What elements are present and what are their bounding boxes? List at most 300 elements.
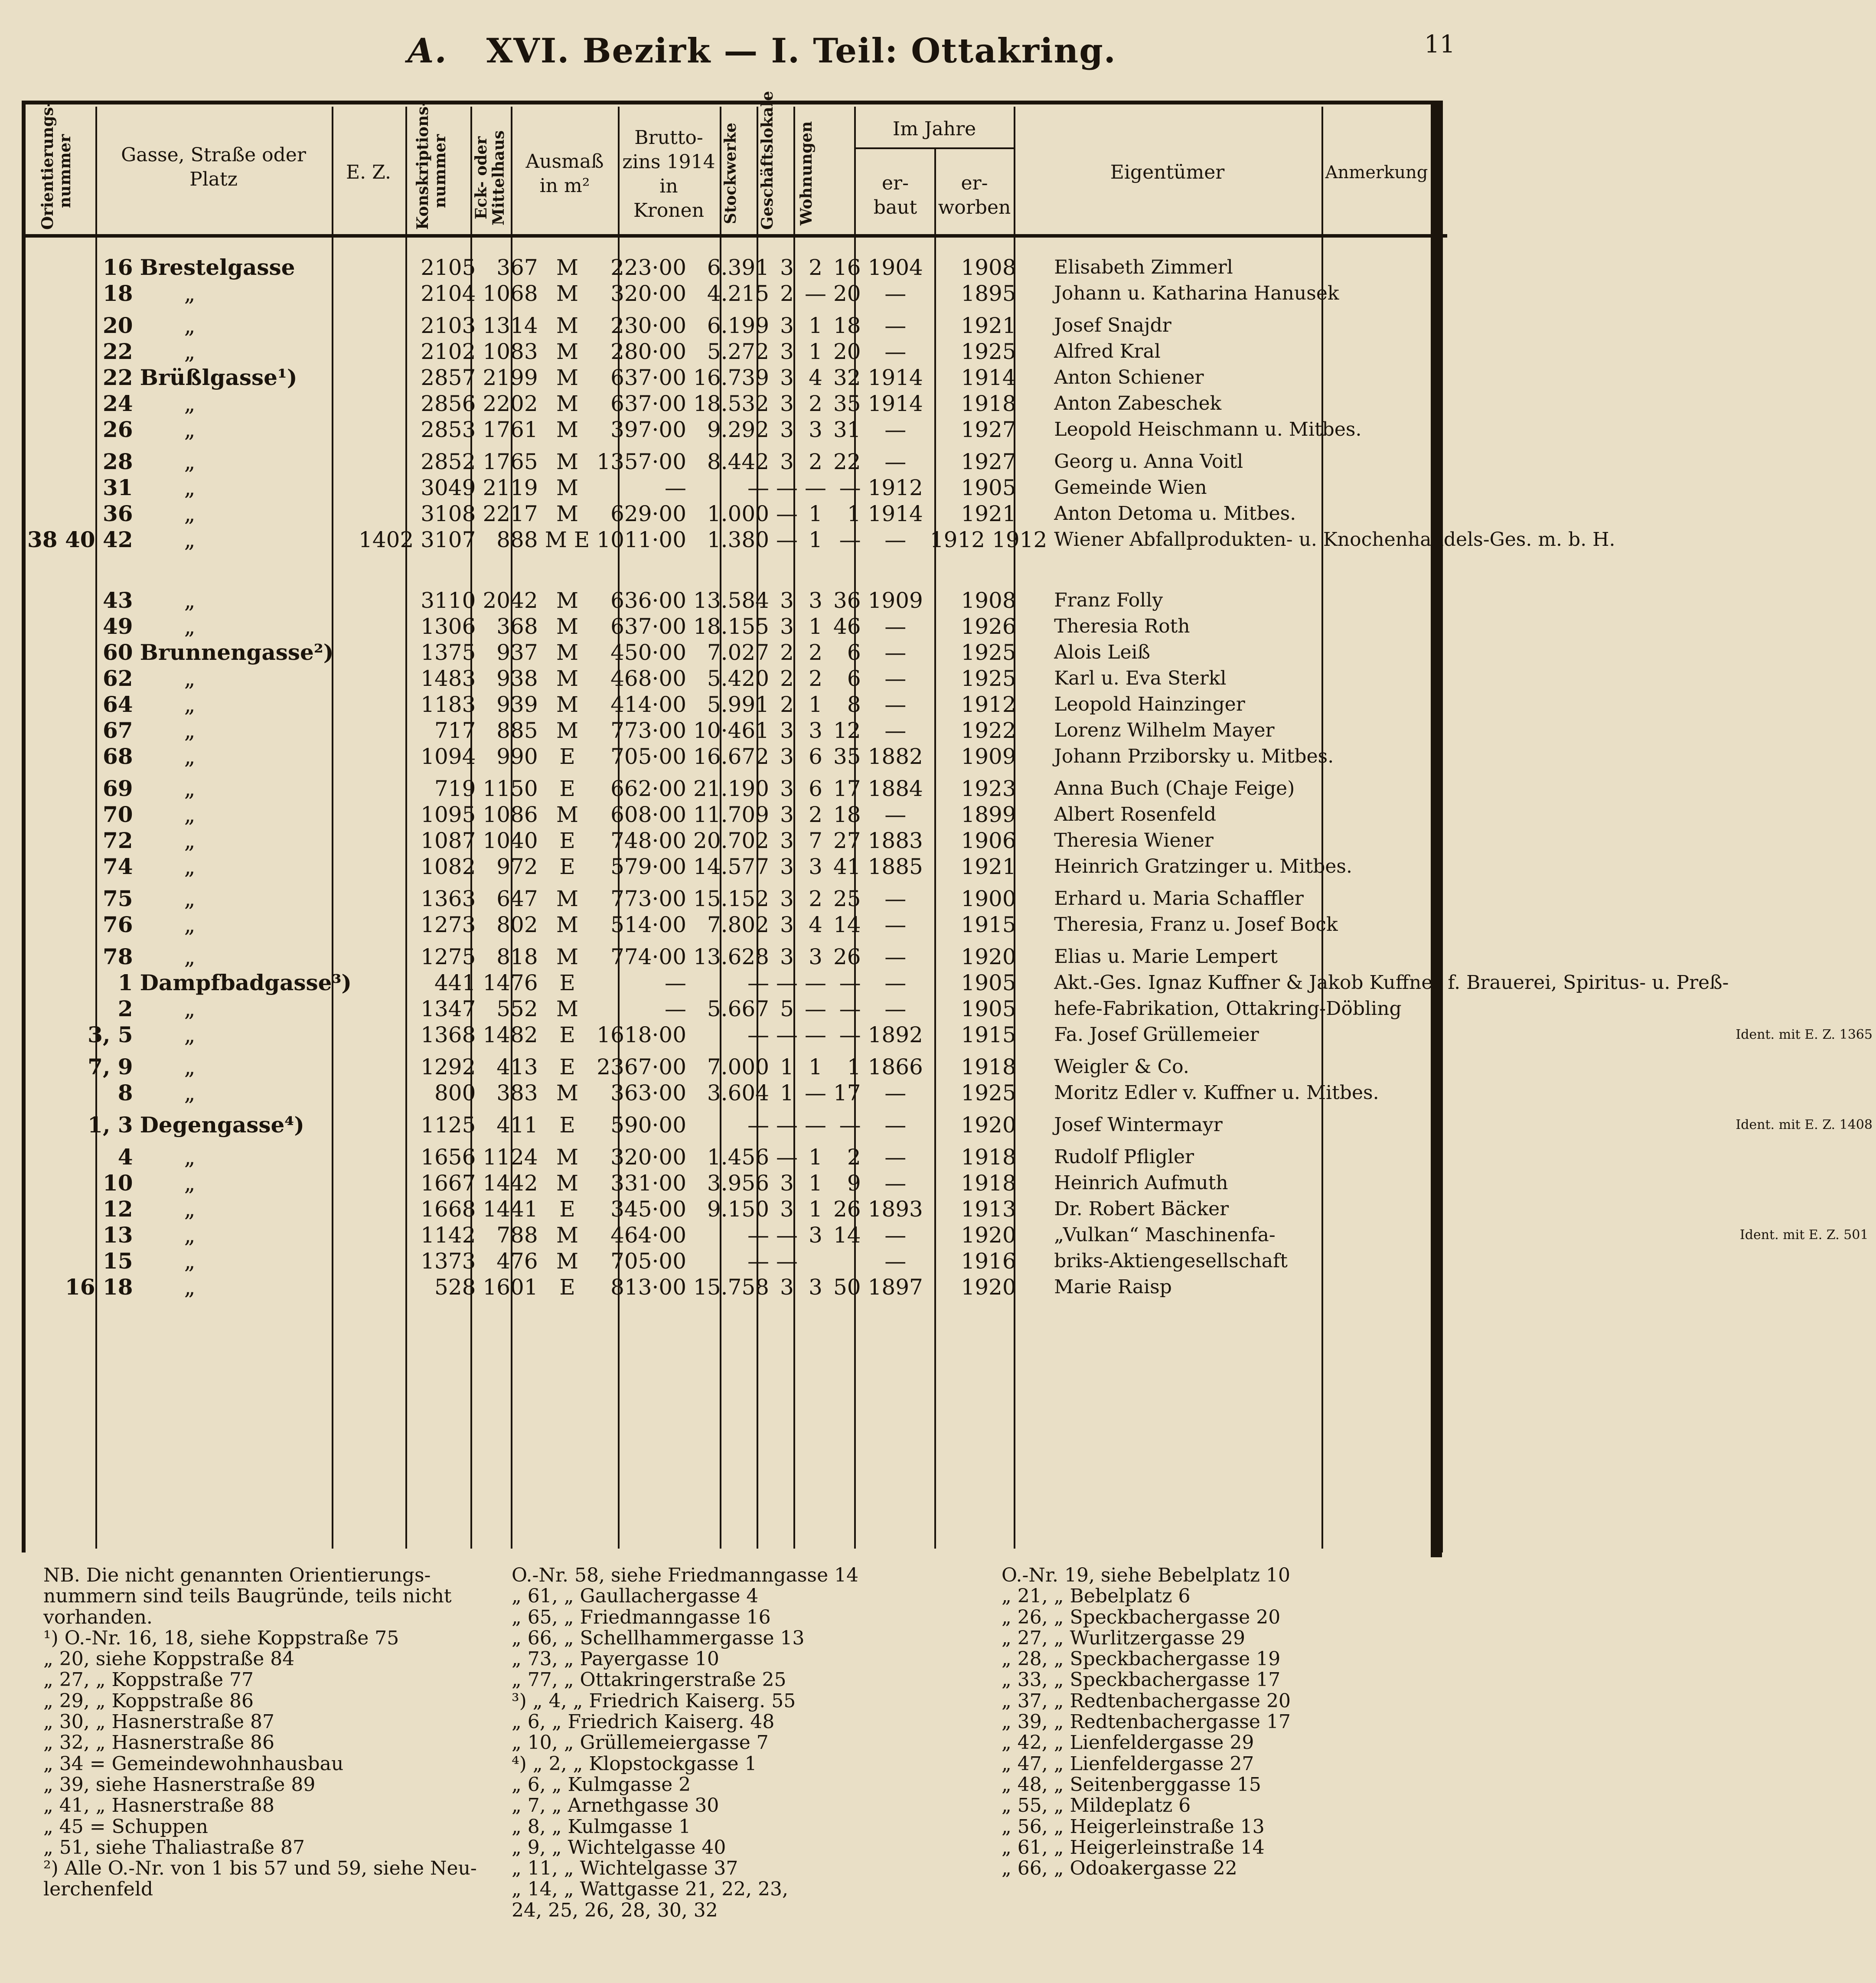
cell-an bbox=[1732, 641, 1876, 667]
footnotes-column-3 bbox=[1002, 1565, 1435, 1879]
table-row bbox=[24, 1249, 1876, 1275]
cell-au: 414·00 bbox=[610, 692, 687, 717]
cell-str: „ bbox=[184, 886, 196, 911]
cell-nr: 26 bbox=[102, 417, 133, 442]
cell-em: M bbox=[556, 475, 579, 500]
cell-br: 16.672 bbox=[693, 744, 769, 769]
table-row bbox=[24, 719, 1876, 745]
cell-kn: 885 bbox=[496, 718, 538, 743]
cell-nr: 22 bbox=[102, 339, 133, 364]
cell-ei: Franz Folly bbox=[1054, 589, 1163, 611]
cell-ez: 2104 bbox=[421, 281, 476, 306]
cell-eb: — bbox=[884, 912, 907, 937]
cell-ew: 1920 bbox=[961, 1223, 1016, 1248]
cell-ez: 1273 bbox=[421, 912, 476, 937]
cell-an bbox=[1732, 528, 1876, 589]
cell-em: M bbox=[556, 944, 579, 969]
cell-ge: 6 bbox=[809, 744, 822, 769]
cell-ez: 1292 bbox=[421, 1054, 476, 1080]
cell-an: Ident. mit E. Z. 1408 bbox=[1736, 1117, 1873, 1132]
cell-ge: 4 bbox=[809, 912, 822, 937]
cell-em: M bbox=[556, 718, 579, 743]
cell-kn: 972 bbox=[496, 854, 538, 879]
page-title bbox=[0, 31, 1524, 71]
cell-an bbox=[1732, 476, 1876, 502]
cell-em: M bbox=[556, 1145, 579, 1170]
cell-nr: 62 bbox=[102, 665, 133, 691]
cell-br: 15.758 bbox=[693, 1275, 769, 1300]
cell-st: 3 bbox=[780, 1275, 794, 1300]
cell-eb: — bbox=[884, 666, 907, 691]
cell-eb: — bbox=[884, 970, 907, 995]
cell-au: 813·00 bbox=[610, 1275, 687, 1300]
cell-wo: 41 bbox=[833, 854, 861, 879]
table-row bbox=[24, 745, 1876, 777]
cell-br: — bbox=[747, 1022, 769, 1047]
cell-st: 3 bbox=[780, 365, 794, 390]
cell-ew: 1900 bbox=[961, 886, 1016, 911]
cell-ew: 1905 bbox=[961, 970, 1016, 995]
cell-ge: 1 bbox=[809, 1171, 822, 1196]
cell-br: — bbox=[747, 1112, 769, 1138]
cell-em: M bbox=[556, 255, 579, 280]
cell-st: 3 bbox=[780, 912, 794, 937]
cell-ez: 1373 bbox=[421, 1249, 476, 1274]
cell-eb: — bbox=[884, 1145, 907, 1170]
cell-ew: 1926 bbox=[961, 614, 1016, 639]
cell-ew: 1927 bbox=[961, 417, 1016, 442]
cell-kn: 383 bbox=[496, 1080, 538, 1106]
cell-au: 579·00 bbox=[610, 854, 687, 879]
cell-ez: 2102 bbox=[421, 339, 476, 364]
table-row bbox=[24, 855, 1876, 887]
cell-nr: 18 bbox=[102, 280, 133, 306]
cell-eb: — bbox=[884, 640, 907, 665]
cell-wo: 1 bbox=[847, 1054, 861, 1080]
cell-st: 2 bbox=[780, 666, 794, 691]
cell-ge: 1 bbox=[809, 527, 822, 552]
cell-br: 5.991 bbox=[707, 692, 769, 717]
table-row bbox=[24, 502, 1876, 528]
cell-em: M E bbox=[545, 527, 590, 552]
cell-an bbox=[1732, 777, 1876, 803]
footnote-line: 24, 25, 26, 28, 30, 32 bbox=[512, 1899, 718, 1921]
cell-ez: 1087 bbox=[421, 828, 476, 853]
footnote-line: „ 6, „ Friedrich Kaiserg. 48 bbox=[512, 1711, 775, 1733]
cell-eb: — bbox=[884, 1112, 907, 1138]
cell-an bbox=[1732, 256, 1876, 282]
cell-em: M bbox=[556, 666, 579, 691]
cell-br: 5.272 bbox=[707, 339, 769, 364]
cell-str: „ bbox=[184, 1054, 196, 1080]
cell-kn: 937 bbox=[496, 640, 538, 665]
cell-br: 9.150 bbox=[707, 1197, 769, 1222]
footnote-line: „ 7, „ Arnethgasse 30 bbox=[512, 1794, 719, 1817]
cell-nr: 67 bbox=[102, 718, 133, 743]
table-row bbox=[24, 913, 1876, 945]
cell-str: „ bbox=[184, 501, 196, 526]
cell-ez: 1402 3107 bbox=[359, 527, 476, 552]
cell-ei: Leopold Heischmann u. Mitbes. bbox=[1054, 418, 1362, 440]
cell-str: „ bbox=[184, 718, 196, 743]
cell-wo: 35 bbox=[833, 391, 861, 416]
cell-au: 1011·00 bbox=[597, 527, 687, 552]
cell-br: — bbox=[747, 970, 769, 995]
cell-nr: 7, 9 bbox=[88, 1054, 133, 1080]
cell-wo: 12 bbox=[833, 718, 861, 743]
cell-nr: 75 bbox=[102, 886, 133, 911]
cell-str: „ bbox=[184, 912, 196, 937]
cell-st: 3 bbox=[780, 1197, 794, 1222]
cell-eb: — bbox=[884, 417, 907, 442]
footnote-line: „ 10, „ Grüllemeiergasse 7 bbox=[512, 1732, 769, 1754]
cell-ez: 800 bbox=[434, 1080, 476, 1106]
cell-st: 3 bbox=[780, 944, 794, 969]
cell-em: M bbox=[556, 501, 579, 526]
footnote-line: ²) Alle O.-Nr. von 1 bis 57 und 59, siehe Neu- bbox=[43, 1857, 477, 1880]
cell-au: 705·00 bbox=[610, 744, 687, 769]
section-letter: A. bbox=[408, 31, 447, 71]
cell-ez: 1483 bbox=[421, 666, 476, 691]
cell-au: 705·00 bbox=[610, 1249, 687, 1274]
table-row bbox=[24, 615, 1876, 641]
cell-an bbox=[1732, 719, 1876, 745]
cell-ge: 3 bbox=[809, 1223, 822, 1248]
cell-ez: 1375 bbox=[421, 640, 476, 665]
cell-ez: 1183 bbox=[421, 692, 476, 717]
cell-kn: 411 bbox=[496, 1112, 538, 1138]
table-row bbox=[24, 693, 1876, 719]
cell-ge: 1 bbox=[809, 313, 822, 338]
cell-ez: 1656 bbox=[421, 1145, 476, 1170]
cell-nr: 12 bbox=[102, 1196, 133, 1222]
cell-ew: 1921 bbox=[961, 501, 1016, 526]
cell-em: M bbox=[556, 588, 579, 613]
cell-an bbox=[1732, 392, 1876, 418]
cell-st: — bbox=[776, 1145, 798, 1170]
cell-an bbox=[1732, 971, 1876, 997]
cell-au: 468·00 bbox=[610, 666, 687, 691]
cell-ei: Elias u. Marie Lempert bbox=[1054, 946, 1278, 968]
cell-nr: 10 bbox=[102, 1170, 133, 1196]
cell-kn: 1441 bbox=[483, 1197, 538, 1222]
table-row bbox=[24, 1113, 1876, 1145]
cell-br: 6.391 bbox=[707, 255, 769, 280]
cell-kn: 788 bbox=[496, 1223, 538, 1248]
cell-kn: 1761 bbox=[483, 417, 538, 442]
cell-an bbox=[1732, 745, 1876, 777]
cell-ge: 2 bbox=[809, 666, 822, 691]
cell-br: 1.380 bbox=[707, 527, 769, 552]
cell-au: 590·00 bbox=[610, 1112, 687, 1138]
cell-au: 397·00 bbox=[610, 417, 687, 442]
cell-nr: 74 bbox=[102, 854, 133, 879]
cell-eb: — bbox=[884, 718, 907, 743]
cell-nr: 16 bbox=[102, 254, 133, 280]
table-row bbox=[24, 528, 1876, 589]
cell-eb: 1893 bbox=[868, 1197, 923, 1222]
footnote-line: nummern sind teils Baugründe, teils nicht bbox=[43, 1585, 452, 1608]
cell-ei: Elisabeth Zimmerl bbox=[1054, 256, 1233, 278]
footnote-line: „ 11, „ Wichtelgasse 37 bbox=[512, 1857, 738, 1880]
footnote-line: O.-Nr. 58, siehe Friedmanngasse 14 bbox=[512, 1564, 859, 1586]
cell-st: 3 bbox=[780, 255, 794, 280]
header-erworben: er-worben bbox=[938, 172, 1011, 219]
cell-ez: 1275 bbox=[421, 944, 476, 969]
footnote-line: „ 48, „ Seitenberggasse 15 bbox=[1002, 1773, 1261, 1796]
cell-ei: Fa. Josef Grüllemeier bbox=[1054, 1024, 1259, 1046]
cell-an bbox=[1732, 945, 1876, 971]
cell-str: „ bbox=[184, 1022, 196, 1047]
header-brutto: Brutto-zins 1914 in Kronen bbox=[622, 127, 715, 222]
cell-wo: — bbox=[839, 996, 861, 1021]
cell-ew: 1905 bbox=[961, 996, 1016, 1021]
cell-ge: 3 bbox=[809, 588, 822, 613]
cell-st: 3 bbox=[780, 886, 794, 911]
cell-wo: 17 bbox=[833, 776, 861, 801]
cell-ew: 1895 bbox=[961, 281, 1016, 306]
footnote-line: „ 9, „ Wichtelgasse 40 bbox=[512, 1836, 726, 1859]
cell-str: „ bbox=[184, 1275, 196, 1300]
cell-an bbox=[1732, 282, 1876, 314]
cell-ew: 1918 bbox=[961, 1145, 1016, 1170]
cell-ew: 1925 bbox=[961, 1080, 1016, 1106]
cell-an: Ident. mit E. Z. 1365 bbox=[1736, 1027, 1873, 1042]
footnote-line: „ 6, „ Kulmgasse 2 bbox=[512, 1773, 691, 1796]
cell-ei: Theresia, Franz u. Josef Bock bbox=[1054, 913, 1338, 936]
cell-ez: 1347 bbox=[421, 996, 476, 1021]
cell-eb: 1883 bbox=[868, 828, 923, 853]
footnote-line: „ 55, „ Mildeplatz 6 bbox=[1002, 1794, 1191, 1817]
cell-eb: — bbox=[884, 313, 907, 338]
cell-ge: 2 bbox=[809, 886, 822, 911]
footnotes-column-1 bbox=[43, 1565, 499, 1900]
cell-ez: 1142 bbox=[421, 1223, 476, 1248]
cell-ew: 1906 bbox=[961, 828, 1016, 853]
cell-ei: Josef Snajdr bbox=[1054, 314, 1171, 336]
table-row bbox=[24, 887, 1876, 913]
cell-nr: 2 bbox=[117, 996, 133, 1021]
cell-ge: 3 bbox=[809, 417, 822, 442]
cell-kn: 888 bbox=[496, 527, 538, 552]
cell-au: 1618·00 bbox=[597, 1022, 687, 1047]
footnote-line: „ 51, siehe Thaliastraße 87 bbox=[43, 1836, 305, 1859]
cell-st: 2 bbox=[780, 692, 794, 717]
cell-ge: 2 bbox=[809, 255, 822, 280]
footnote-line: „ 66, „ Odoakergasse 22 bbox=[1002, 1857, 1237, 1880]
cell-ez: 3049 bbox=[421, 475, 476, 500]
footnote-line: „ 66, „ Schellhammergasse 13 bbox=[512, 1627, 805, 1649]
cell-kn: 1314 bbox=[483, 313, 538, 338]
cell-ez: 528 bbox=[434, 1275, 476, 1300]
cell-str: „ bbox=[184, 475, 196, 500]
cell-kn: 1086 bbox=[483, 802, 538, 827]
cell-au: 280·00 bbox=[610, 339, 687, 364]
cell-wo: 46 bbox=[833, 614, 861, 639]
cell-ge: — bbox=[805, 1112, 826, 1138]
footnote-line: „ 61, „ Gaullachergasse 4 bbox=[512, 1585, 759, 1608]
cell-em: M bbox=[556, 912, 579, 937]
cell-str: „ bbox=[184, 1171, 196, 1196]
cell-wo: 9 bbox=[847, 1171, 861, 1196]
cell-ei: Anna Buch (Chaje Feige) bbox=[1054, 777, 1295, 799]
table-row bbox=[24, 418, 1876, 450]
cell-em: E bbox=[559, 1054, 575, 1080]
cell-st: 3 bbox=[780, 614, 794, 639]
cell-ei: Wiener Abfallprodukten- u. Knochenhandels-Ges. m. b. H. bbox=[1054, 528, 1615, 551]
cell-str: Brüßlgasse¹) bbox=[140, 365, 297, 390]
cell-br: 10·461 bbox=[693, 718, 769, 743]
cell-ew: 1905 bbox=[961, 475, 1016, 500]
cell-str: „ bbox=[184, 944, 196, 969]
cell-kn: 476 bbox=[496, 1249, 538, 1274]
cell-st: — bbox=[776, 475, 798, 500]
cell-ez: 3108 bbox=[421, 501, 476, 526]
cell-kn: 552 bbox=[496, 996, 538, 1021]
cell-wo: 26 bbox=[833, 944, 861, 969]
cell-ge: 2 bbox=[809, 640, 822, 665]
cell-ew: 1918 bbox=[961, 1171, 1016, 1196]
cell-br: 13.584 bbox=[693, 588, 769, 613]
cell-ei: Anton Detoma u. Mitbes. bbox=[1054, 502, 1296, 525]
cell-au: 637·00 bbox=[610, 365, 687, 390]
cell-ge bbox=[801, 1249, 830, 1275]
cell-eb: — bbox=[884, 944, 907, 969]
table-row bbox=[24, 1055, 1876, 1081]
district-title: XVI. Bezirk — I. Teil: Ottakring. bbox=[486, 31, 1116, 71]
cell-ge: 1 bbox=[809, 1054, 822, 1080]
cell-wo: — bbox=[839, 527, 861, 552]
cell-ge: — bbox=[805, 970, 826, 995]
page-number: 11 bbox=[1424, 30, 1455, 59]
table-row bbox=[24, 803, 1876, 829]
footnote-line: „ 20, siehe Koppstraße 84 bbox=[43, 1648, 295, 1670]
cell-ei: Theresia Wiener bbox=[1054, 829, 1214, 851]
cell-kn: 1150 bbox=[483, 776, 538, 801]
cell-ei: Anton Schiener bbox=[1054, 366, 1204, 388]
cell-nr: 15 bbox=[102, 1248, 133, 1274]
cell-br: — bbox=[747, 1249, 769, 1274]
cell-str: „ bbox=[184, 828, 196, 853]
cell-nr: 72 bbox=[102, 828, 133, 853]
cell-st: — bbox=[776, 970, 798, 995]
cell-eb: — bbox=[884, 281, 907, 306]
cell-kn: 368 bbox=[496, 614, 538, 639]
cell-kn: 938 bbox=[496, 666, 538, 691]
cell-kn: 990 bbox=[496, 744, 538, 769]
table-row bbox=[24, 589, 1876, 615]
cell-ew: 1927 bbox=[961, 449, 1016, 474]
cell-ge: 1 bbox=[809, 1145, 822, 1170]
footnote-line: O.-Nr. 19, siehe Bebelplatz 10 bbox=[1002, 1564, 1290, 1586]
cell-eb: 1914 bbox=[868, 501, 923, 526]
cell-eb: — bbox=[884, 1223, 907, 1248]
cell-st: 3 bbox=[780, 828, 794, 853]
footnote-line: „ 34 = Gemeindewohnhausbau bbox=[43, 1752, 344, 1775]
cell-eb: — bbox=[884, 996, 907, 1021]
cell-an bbox=[1732, 340, 1876, 366]
cell-ge: 6 bbox=[809, 776, 822, 801]
cell-an bbox=[1732, 855, 1876, 887]
cell-br: — bbox=[747, 1223, 769, 1248]
cell-ew: 1920 bbox=[961, 944, 1016, 969]
cell-wo: 20 bbox=[833, 281, 861, 306]
cell-ei: hefe-Fabrikation, Ottakring-Döbling bbox=[1054, 998, 1402, 1020]
cell-br: 5.420 bbox=[707, 666, 769, 691]
cell-ge: 1 bbox=[809, 692, 822, 717]
header-eck: Eck- oder Mittelhaus bbox=[472, 130, 508, 225]
cell-ew: 1921 bbox=[961, 854, 1016, 879]
cell-ez: 1082 bbox=[421, 854, 476, 879]
cell-ei: Alois Leiß bbox=[1054, 641, 1150, 663]
cell-ge: 1 bbox=[809, 501, 822, 526]
cell-st: — bbox=[776, 1112, 798, 1138]
cell-em: E bbox=[559, 854, 575, 879]
cell-nr: 31 bbox=[102, 475, 133, 500]
cell-str: „ bbox=[184, 391, 196, 416]
header-ausmass: Ausmaß in m² bbox=[525, 150, 604, 197]
cell-ez: 2857 bbox=[421, 365, 476, 390]
header-eigentuemer: Eigentümer bbox=[1110, 161, 1225, 183]
table-row bbox=[24, 667, 1876, 693]
cell-ge: 3 bbox=[809, 854, 822, 879]
cell-eb: 1866 bbox=[868, 1054, 923, 1080]
cell-eb: — bbox=[884, 1080, 907, 1106]
cell-ew: 1916 bbox=[961, 1249, 1016, 1274]
cell-em: M bbox=[556, 281, 579, 306]
cell-an bbox=[1732, 887, 1876, 913]
cell-br: 18.155 bbox=[693, 614, 769, 639]
cell-br: 14.577 bbox=[693, 854, 769, 879]
header-geschaeftslokale: Geschäftslokale bbox=[758, 91, 777, 230]
cell-str: „ bbox=[184, 614, 196, 639]
cell-ew: 1912 1912 bbox=[930, 527, 1047, 552]
cell-eb: 1912 bbox=[868, 475, 923, 500]
cell-wo: 6 bbox=[847, 640, 861, 665]
cell-nr: 4 bbox=[117, 1144, 133, 1170]
cell-nr: 8 bbox=[117, 1080, 133, 1106]
cell-an bbox=[1732, 1171, 1876, 1197]
cell-an bbox=[1732, 1081, 1876, 1113]
cell-str: „ bbox=[184, 744, 196, 769]
cell-ei: Leopold Hainzinger bbox=[1054, 693, 1245, 715]
footnote-line: ⁴) „ 2, „ Klopstockgasse 1 bbox=[512, 1752, 757, 1775]
cell-kn: 2199 bbox=[483, 365, 538, 390]
cell-nr: 1, 3 bbox=[88, 1112, 133, 1138]
cell-an: Ident. mit E. Z. 501 bbox=[1739, 1227, 1869, 1243]
cell-eb: 1885 bbox=[868, 854, 923, 879]
cell-em: E bbox=[559, 970, 575, 995]
cell-kn: 647 bbox=[496, 886, 538, 911]
cell-ge: 3 bbox=[809, 718, 822, 743]
cell-str: „ bbox=[184, 339, 196, 364]
cell-em: M bbox=[556, 886, 579, 911]
cell-ei: Heinrich Aufmuth bbox=[1054, 1172, 1228, 1194]
cell-ew: 1921 bbox=[961, 313, 1016, 338]
cell-br: 8.442 bbox=[707, 449, 769, 474]
cell-str: „ bbox=[184, 1080, 196, 1106]
cell-nr: 69 bbox=[102, 776, 133, 801]
cell-eb: — bbox=[884, 886, 907, 911]
table-row bbox=[24, 1023, 1876, 1055]
table-row bbox=[24, 777, 1876, 803]
cell-ei: Theresia Roth bbox=[1054, 615, 1190, 637]
cell-ge: — bbox=[805, 475, 826, 500]
cell-str: „ bbox=[184, 1197, 196, 1222]
cell-st: 3 bbox=[780, 313, 794, 338]
cell-wo: 14 bbox=[833, 1223, 861, 1248]
cell-em: M bbox=[556, 313, 579, 338]
